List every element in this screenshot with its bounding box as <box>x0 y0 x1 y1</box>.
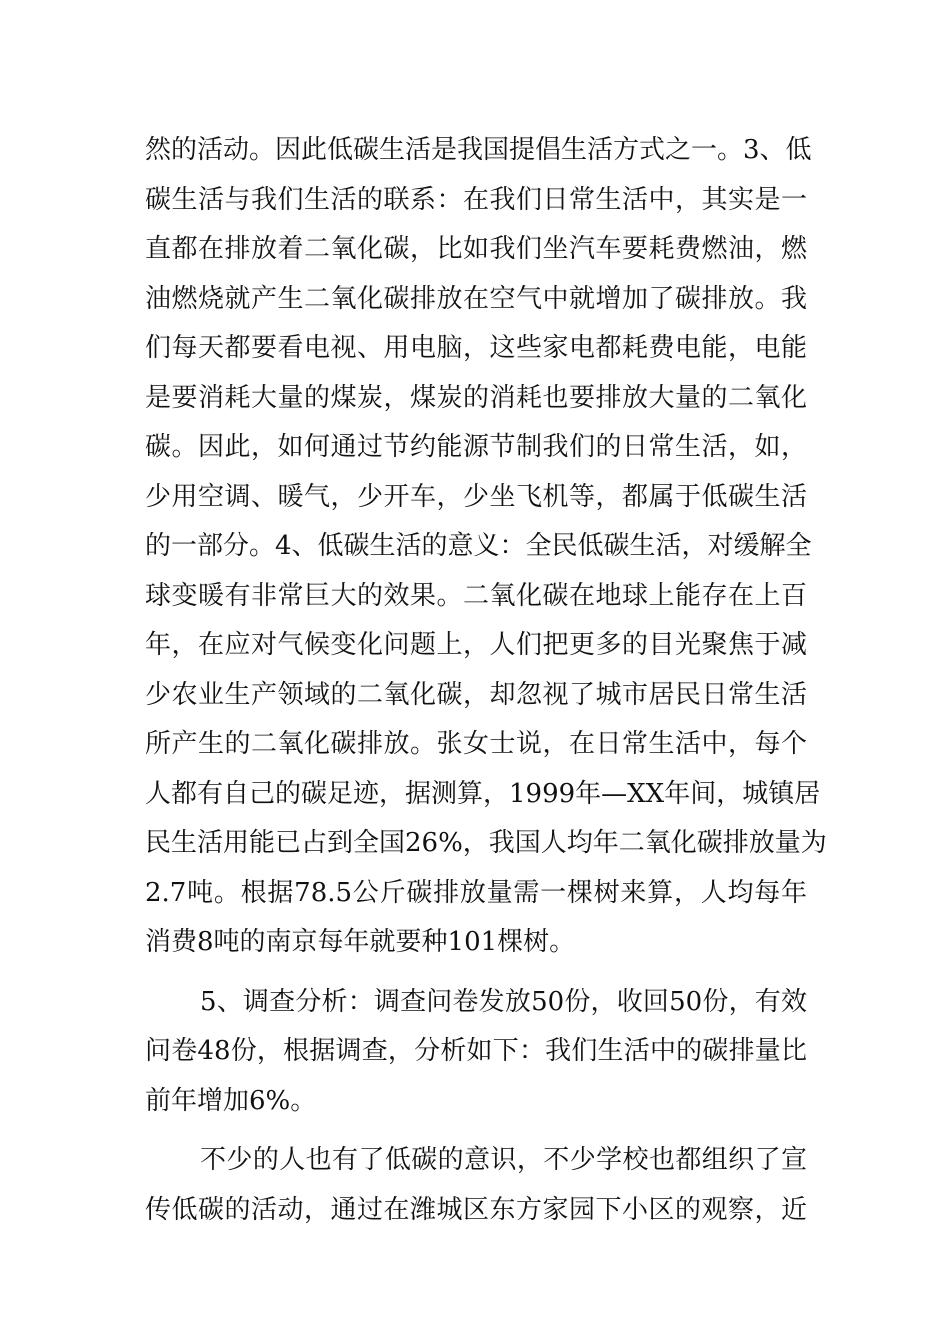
text-line: 消费8吨的南京每年就要种101棵树。 <box>145 927 576 957</box>
text-line: 们每天都要看电视、用电脑，这些家电都耗费电能，电能 <box>145 333 807 363</box>
text-line: 年，在应对气候变化问题上，人们把更多的目光聚焦于减 <box>145 630 807 660</box>
paragraph-1 <box>145 126 827 968</box>
text-line: 人都有自己的碳足迹，据测算，1999年—XX年间，城镇居 <box>145 778 821 809</box>
text-line: 碳生活与我们生活的联系：在我们日常生活中，其实是一 <box>145 184 807 215</box>
paragraph-spacer <box>145 1126 807 1136</box>
text-line: 少用空调、暖气，少开车，少坐飞机等，都属于低碳生活 <box>145 481 807 512</box>
text-line: 少农业生产领域的二氧化碳，却忽视了城市居民日常生活 <box>145 679 807 710</box>
text-line: 5、调查分析：调查问卷发放50份，收回50份，有效 <box>200 986 807 1017</box>
text-line: 传低碳的活动，通过在潍城区东方家园下小区的观察，近 <box>145 1194 807 1225</box>
paragraph-3 <box>145 1136 807 1235</box>
text-line: 直都在排放着二氧化碳，比如我们坐汽车要耗费燃油，燃 <box>145 234 807 264</box>
text-line: 所产生的二氧化碳排放。张女士说，在日常生活中，每个 <box>145 729 807 759</box>
paragraph-2 <box>145 978 807 1127</box>
text-line: 的一部分。4、低碳生活的意义：全民低碳生活，对缓解全 <box>145 531 812 561</box>
text-line: 球变暖有非常巨大的效果。二氧化碳在地球上能存在上百 <box>145 580 807 611</box>
text-line: 是要消耗大量的煤炭，煤炭的消耗也要排放大量的二氧化 <box>145 382 807 413</box>
text-line: 问卷48份，根据调查，分析如下：我们生活中的碳排量比 <box>145 1036 807 1066</box>
paragraph-spacer <box>145 968 807 978</box>
text-line: 2.7吨。根据78.5公斤碳排放量需一棵树来算，人均每年 <box>145 877 807 908</box>
text-line: 然的活动。因此低碳生活是我国提倡生活方式之一。3、低 <box>145 135 812 165</box>
text-line: 碳。因此，如何通过节约能源节制我们的日常生活，如， <box>145 432 807 462</box>
text-line: 不少的人也有了低碳的意识，不少学校也都组织了宣 <box>200 1145 807 1175</box>
text-line: 民生活用能已占到全国26%，我国人均年二氧化碳排放量为 <box>145 828 827 858</box>
document-body <box>145 126 827 1235</box>
text-line: 前年增加6%。 <box>145 1085 317 1116</box>
text-line: 油燃烧就产生二氧化碳排放在空气中就增加了碳排放。我 <box>145 283 807 314</box>
